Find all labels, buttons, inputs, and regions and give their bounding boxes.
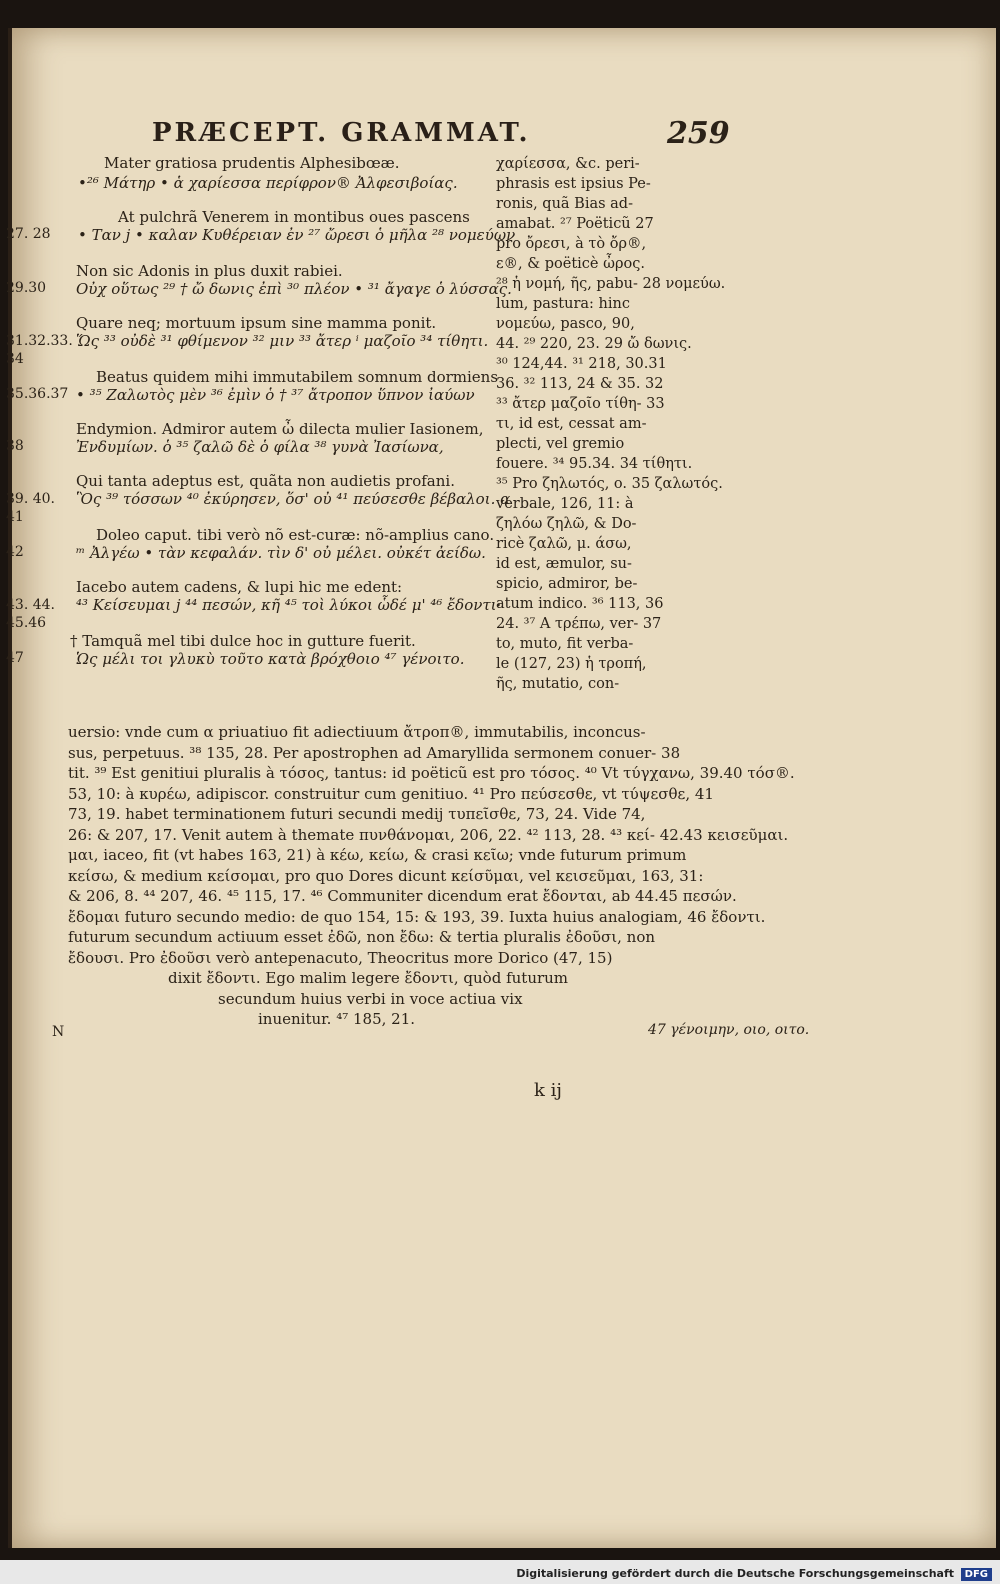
note-line: τι, id est, cessat am- <box>496 416 647 432</box>
note-line: atum indico. ³⁶ 113, 36 <box>496 596 664 612</box>
note-line: le (127, 23) ἡ τροπή, <box>496 656 647 672</box>
verse-latin: Qui tanta adeptus est, quãta non audietis profani. <box>76 472 455 490</box>
signature-mark: k ij <box>534 1080 562 1101</box>
prose-line: ἔδομαι futuro secundo medio: de quo 154, 15: & 193, 39. Iuxta huius analogiam, 46 ἔδοντι. <box>68 907 766 926</box>
margin-ref: 39. 40. 41 <box>6 491 55 525</box>
verse-latin: At pulchrã Venerem in montibus oues pascens <box>118 208 470 226</box>
verse-greek: Ὃς ³⁹ τόσσων ⁴⁰ ἐκύρησεν, ὅσ' οὐ ⁴¹ πεύσεσθε βέβαλοι. α <box>76 490 511 508</box>
note-line: χαρίεσσα, &c. peri- <box>496 156 640 172</box>
note-line: to, muto, fit verba- <box>496 636 634 652</box>
note-line: ³³ ἄτερ μαζοῖο τίθη- 33 <box>496 396 665 412</box>
verse-greek: Οὐχ οὕτως ²⁹ † ὤ δωνις ἐπὶ ³⁰ πλέον • ³¹ ἄγαγε ὁ λύσσας. <box>76 280 512 298</box>
verse-latin: Quare neq; mortuum ipsum sine mamma ponit. <box>76 314 437 332</box>
margin-ref: 35.36.37 <box>6 386 69 402</box>
prose-line: dixit ἔδοντι. Ego malim legere ἔδοντι, quòd futurum <box>168 969 569 987</box>
prose-line: 26: & 207, 17. Venit autem à themate πυνθάνομαι, 206, 22. ⁴² 113, 28. ⁴³ κεί- 42.43 κεισεῦμαι. <box>68 825 789 844</box>
note-line: ³⁵ Pro ζηλωτός, o. 35 ζαλωτός. <box>496 476 723 492</box>
prose-line: 53, 10: à κυρέω, adipiscor. construitur cum genitiuo. ⁴¹ Pro πεύσεσθε, vt τύψεσθε, 41 <box>68 784 714 803</box>
credit-text: Digitalisierung gefördert durch die Deutsche Forschungsgemeinschaft <box>516 1567 954 1580</box>
page-number: 259 <box>667 116 730 151</box>
margin-ref: 27. 28 <box>6 226 51 242</box>
note-line: verbale, 126, 11: à <box>496 496 634 512</box>
note-line: ricè ζαλῶ, μ. άσω, <box>496 536 632 552</box>
margin-ref: 29.30 <box>6 280 47 296</box>
verse-latin: Mater gratiosa prudentis Alphesibœæ. <box>104 154 400 172</box>
verse-greek: •²⁶ Μάτηρ • ἁ χαρίεσσα περίφρον® Ἀλφεσιβοίας. <box>78 174 458 192</box>
verse-latin: Non sic Adonis in plus duxit rabiei. <box>76 262 343 280</box>
prose-line: inuenitur. ⁴⁷ 185, 21. <box>258 1010 416 1028</box>
prose-line: futurum secundum actiuum esset ἐδῶ, non ἔδω: & tertia pluralis ἐδοῦσι, non <box>68 928 656 946</box>
verse-latin: Beatus quidem mihi immutabilem somnum dormiens <box>96 368 499 386</box>
verse-latin: † Tamquã mel tibi dulce hoc in gutture fuerit. <box>70 632 416 650</box>
margin-ref: 31.32.33. 34 <box>6 333 73 367</box>
prose-line: μαι, iaceo, fit (vt habes 163, 21) à κέω, κείω, & crasi κεῖω; vnde futurum primum <box>68 846 687 864</box>
book-page <box>8 28 996 1548</box>
note-line: fouere. ³⁴ 95.34. 34 τίθητι. <box>496 456 693 472</box>
prose-line: uersio: vnde cum α priuatiuo fit adiectiuum ἄτροπ®, immutabilis, inconcus- <box>68 723 646 741</box>
prose-line: tit. ³⁹ Est genitiui pluralis à τόσος, tantus: id poëticũ est pro τόσος. ⁴⁰ Vt τύγχανω, 39.40 τόσ®. <box>68 764 795 782</box>
verse-greek: Ἐνδυμίων. ὁ ³⁵ ζαλῶ δὲ ὁ φίλα ³⁸ γυνὰ Ἰασίωνα, <box>76 438 444 456</box>
verse-greek: ⁴³ Κείσευμαι ϳ ⁴⁴ πεσών, κῆ ⁴⁵ τοὶ λύκοι ὧδέ μ' ⁴⁶ ἔδοντι· <box>76 596 502 614</box>
prose-line: κείσω, & medium κείσομαι, pro quo Dores dicunt κείσῦμαι, vel κεισεῦμαι, 163, 31: <box>68 866 704 885</box>
note-line: id est, æmulor, su- <box>496 556 632 572</box>
verse-greek: Ὡς μέλι τοι γλυκὺ τοῦτο κατὰ βρόχθοιο ⁴⁷ γένοιτο. <box>76 650 465 668</box>
note-line: 24. ³⁷ A τρέπω, ver- 37 <box>496 616 662 632</box>
note-line: νομεύω, pasco, 90, <box>496 316 635 332</box>
note-line: ε®, & poëticè ὦρος. <box>496 256 645 272</box>
note-line: amabat. ²⁷ Poëticũ 27 <box>496 216 654 232</box>
note-line: plecti, vel gremio <box>496 436 625 452</box>
note-line: phrasis est ipsius Pe- <box>496 176 651 192</box>
prose-line: ἔδουσι. Pro ἐδοῦσι verò antepenacuto, Theocritus more Dorico (47, 15) <box>68 948 613 967</box>
credit-bar <box>0 1560 1000 1584</box>
prose-line: 73, 19. habet terminationem futuri secundi medij τυπεῖσθε, 73, 24. Vide 74, <box>68 805 646 823</box>
note-line: ζηλόω ζηλῶ, & Do- <box>496 516 637 532</box>
verse-latin: Doleo caput. tibi verò nõ est-curæ: nõ-amplius cano. <box>96 526 495 544</box>
margin-ref: 43. 44. 45.46 <box>6 597 55 631</box>
prose-line: sus, perpetuus. ³⁸ 135, 28. Per apostrophen ad Amaryllida sermonem conuer- 38 <box>68 743 681 762</box>
note-line: ²⁸ ἡ νομή, ῆς, pabu- 28 νομεύω. <box>496 276 726 292</box>
note-line: 36. ³² 113, 24 & 35. 32 <box>496 376 664 392</box>
margin-ref: 47 <box>6 650 24 666</box>
dfg-logo: DFG <box>961 1568 992 1581</box>
verse-latin: Endymion. Admiror autem ὦ dilecta mulier Iasionem, <box>76 420 484 438</box>
verse-greek: Ὥς ³³ οὐδὲ ³¹ φθίμενον ³² μιν ³³ ἄτερ ⁱ μαζοῖο ³⁴ τίθητι. <box>76 332 489 350</box>
prose-line: & 206, 8. ⁴⁴ 207, 46. ⁴⁵ 115, 17. ⁴⁶ Communiter dicendum erat ἔδονται, ab 44.45 πεσών. <box>68 887 737 905</box>
note-line: ῆς, mutatio, con- <box>496 676 620 692</box>
verse-greek: • ³⁵ Ζαλωτὸς μὲν ³⁶ ἐμὶν ὁ † ³⁷ ἄτροπον ὕπνον ἰαύων <box>76 386 475 404</box>
note-line: 44. ²⁹ 220, 23. 29 ὤ δωνις. <box>496 336 692 352</box>
running-title: PRÆCEPT. GRAMMAT. <box>152 118 531 148</box>
verse-greek: ᵐ Ἀλγέω • τὰν κεφαλάν. τὶν δ' οὐ μέλει. οὐκέτ ἀείδω. <box>76 544 486 562</box>
commentary-prose <box>68 722 795 1030</box>
left-margin-mark: N <box>52 1024 65 1040</box>
prose-line: secundum huius verbi in voce actiua vix <box>218 989 523 1008</box>
note-line: ³⁰ 124,44. ³¹ 218, 30.31 <box>496 356 667 372</box>
note-line: pro ὄρεσι, à τὸ ὄρ®, <box>496 236 647 252</box>
note-line: ronis, quã Bias ad- <box>496 196 633 212</box>
margin-ref: 42 <box>6 544 24 560</box>
margin-ref: 38 <box>6 438 24 454</box>
footer-note: 47 γένοιμην, οιο, οιτο. <box>648 1022 810 1038</box>
note-line: spicio, admiror, be- <box>496 576 638 592</box>
note-line: lum, pastura: hinc <box>496 296 630 312</box>
verse-greek: • Ταν ϳ • καλαν Κυθέρειαν ἐν ²⁷ ὤρεσι ὁ μῆλα ²⁸ νομεύων <box>78 226 516 244</box>
verse-latin: Iacebo autem cadens, & lupi hic me edent: <box>76 578 403 596</box>
notes-column <box>496 154 725 694</box>
